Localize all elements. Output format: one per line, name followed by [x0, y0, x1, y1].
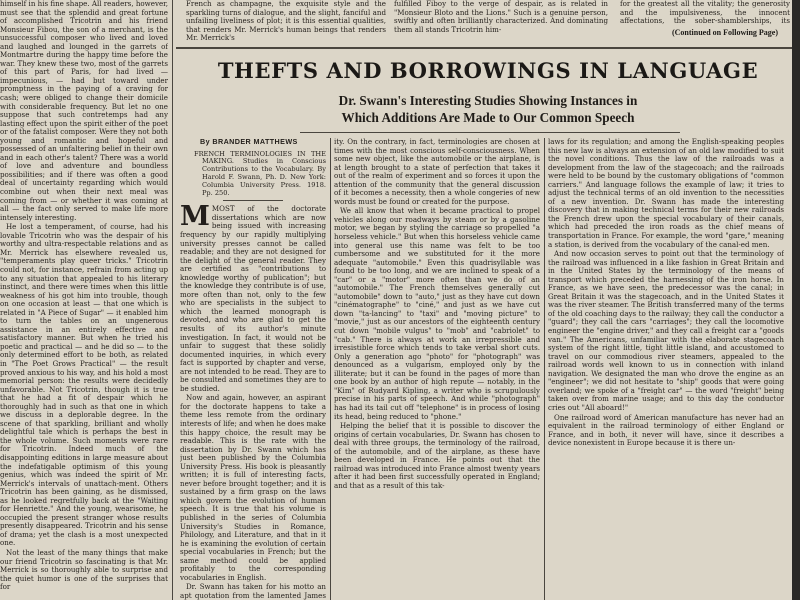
subhead-line: Which Additions Are Made to Our Common Speech [341, 110, 635, 125]
citation-rule [223, 200, 283, 201]
top-strip-article-c: for the greatest all the vitality; the generosity and the impulsiveness, the innocent affectations, the sober-shamblerships, its [620, 0, 790, 26]
column-divider [330, 138, 331, 600]
article-paragraph: Helping the belief that it is possible to discover the origins of certain vocabularies, Dr. Swann has chosen to deal with three groups, the terminology of the railroad, of the automobile, and of the airplane, as these have been developed in France. He points out that the railroad was introduced into France almost twenty years after it had been first successfully operated in England; and that as a result of this tak- [334, 421, 540, 490]
subheadline [176, 92, 800, 126]
headline: THEFTS AND BORROWINGS IN LANGUAGE [217, 58, 759, 83]
article-paragraph: ity. On the contrary, in fact, terminologies are chosen at times with the most conscious self-consciousness. When some new object, like the automobile or the airplane, is at length brought to a state of perfection that takes it out of the realm of experiment and so forces it upon the attention of the community that the general discussion of it becomes a necessity, then a whole congeries of new words must be found or created for the purpose. [334, 138, 540, 206]
top-strip-article-a: French as champagne, the exquisite style and the sparkling turns of dialogue, and the slight, fanciful and unfailing liveliness of plot; it is this essential qualities, that renders Mr. Merrick's human beings that renders Mr. Merrick's [186, 0, 386, 43]
article-paragraph: MMOST of the doctorate dissertations which are now being issued with increasing frequency by our rapidly multiplying university presses cannot be called readable; and they are not designed for the delight of the general reader. They are certified as "contributions to knowledge worthy of publication"; but the knowledge they contribute is of use, more often than not, only to the few who are specialists in the subject to which the learned monograph is devoted, and who are glad to get the results of its author's minute investigation. In fact, it would not be unfair to suggest that these solidly documented inquiries, in which every fact is supported by chapter and verse, are not intended to be read. They are to be consulted and sometimes they are to be studied. [180, 201, 326, 393]
column-divider [544, 138, 545, 600]
page-edge-shadow [792, 0, 800, 600]
continued-notice: (Continued on Following Page) [671, 28, 778, 37]
article-column-3 [548, 138, 784, 600]
left-paragraph: himself in his fine shape. All readers, however, must see that the splendid and great fortune of accomplished Tricotrin and his friend Monsieur Fibou, the son of a merchant, is the unsuccessful composer who lived and loved and laughed and lounged in the garrets of Montmartre during the happy time before the war. They knew these two, most of the garrets of this part of Paris, for had lived — impecunious, — had but toward under promptness in the paying of a craving for cash; were obliged to change their domicile with considerable frequency. But let no one suppose that such contretemps had any lasting effect upon the spirit either of the poet or of the fatalist composer. Were they not both young and romantic and hopeful and possessed of an unfaltering belief in their own and in each other's talent? There was a world of love and adventure and boundless possibilities; and if there was often a good deal of uncertainty regarding which would combine out when their next meal was coming from — or whether it was coming at all — the fact only served to make life more intensely interesting. [0, 0, 168, 222]
top-strip-article-b: fulfilled Fiboy to the verge of despair, as is related in "Monsieur Bloto and the Lions." Such is a genuine person, swiftly and often brilliantly characterized. And dominating them all stands Tricotrin him- [394, 0, 608, 34]
left-column [0, 0, 168, 600]
header-rule [176, 47, 800, 49]
byline: By BRANDER MATTHEWS [200, 138, 298, 146]
article-column-1 [180, 138, 326, 600]
left-paragraph: He lost a temperament, of course, had his lovable Tricotrin who was the despair of his worthy and ultra-respectable relations and as Mr. Merrick has elsewhere revealed us, "temperaments play queer tricks." Tricotrin could not, for instance, refrain from acting up to any situation that appealed to his literary instinct, and there were times when this little weakness of his got him into trouble, though on one occasion at least — that one which is related in "A Piece of Sugar" — it enabled him to turn the tables on an ungenerous assistance in an entirely effective and satisfactory manner. But when he tried his poetic and practical — and he did so — to the only determined effort to be both, as related in "The Poet Grows Practical" — the result proved anxious to his way, and his hold a most memorial person: the results were decidedly unfavorable. Not Tricotrin, though it is true that he had a fit of despair which he thoroughly had in such as that one in which we discuss in a deplorable degree. In the scene of that sparkling, brilliant and wholly delightful tale which is perhaps the best in the whole volume. Such moments were rare for Tricotrin. Indeed much of the disappointing editions in large measure about the indefatigable optimism of this young genius, which was indeed the spirit of Mr. Merrick's intervals of unattach-ment. Others Tricotrin has been gaining, as he dismissed, as he looked regretfully back at the "Waiting for Henriette." And the young, wearisome, he occupied the present stranger whose results presently disappeared. Tricotrin and his sense of drama; yet the clash is a most unexpected one. [0, 222, 168, 548]
drop-cap: M [180, 201, 210, 233]
article-paragraph: Dr. Swann has taken for his motto an apt quotation from the lamented James [180, 582, 326, 600]
left-paragraph: Not the least of the many things that make our friend Tricotrin so fascinating is that Mr. Merrick is so thoroughly able to surprise and the quiet humor is one of the surprises that for [0, 548, 168, 592]
article-paragraph: And now occasion serves to point out that the terminology of the railroad was influenced in a like fashion in Great Britain and in the United States by the terminology of the means of transport which preceded the harnessing of the iron horse. In France, as we have seen, the predecessor was the canal; in Great Britain it was the stagecoach, and in the United States it was the river steamer. The British transferred many of the terms of the old coaching days to the railway; they call the conductor a "guard"; they call the cars "carriages"; they call the locomotive engineer the "engine driver," and they call a freight car a "goods van." The Americans, unfamiliar with the elaborate stagecoach system of the right little, tight little island, and accustomed to travel on our commodious river steamers, appealed to the railroad words well known to us in connection with inland navigation. We designated the man who drove the engine as an "engineer"; we did not hesitate to "ship" goods that were going overland; we spoke of a "freight car" — the word "freight" being taken over from marine usage; and to this day the conductor cries out "All aboard!" [548, 249, 784, 412]
article-paragraph: laws for its regulation; and among the English-speaking peoples this new law is always an extension of an old law modified to suit the novel conditions. Thus the law of the railroads was a development from the law of the stagecoach; and the railroads were held to be bound by the customary obligations of "common carriers." And language follows the example of law; it tries to adjust the technical terms of an old invention to the necessities of a new invention. Dr. Swann has made the interesting discovery that in making technical terms for their new railroads the French drew upon the special vocabulary of their canals, which had preceded the iron roads as the chief means of transportation in France. For example, the word "gare," meaning a station, is derived from the vocabulary of the canal-ed men. [548, 138, 784, 249]
article-paragraph: Now and again, however, an aspirant for the doctorate happens to take a theme less remote from the ordinary interests of life; and when he does make this happy choice, the result may be readable. This is the rate with the dissertation by Dr. Swann which has just been published by the Columbia University Press. His book is pleasantly written; it is full of interesting facts, never before brought together; and it is sustained by a firm grasp on the laws which govern the evolution of human speech. It is true that his volume is published in the series of Columbia University's Studies in Romance, Philology, and Literature, and that in it he is examining the evolution of certain special vocabularies in French; but the same method could be applied profitably to the corresponding vocabularies in English. [180, 393, 326, 582]
article-paragraph: We all know that when it became practical to propel vehicles along our roadways by steam or by a gasoline motor, we began by styling the carriage so propelled "a horseless vehicle." But when this horseless vehicle came into general use this name was felt to be too cumbersome and we substituted for it the more adequate "automobile." Even this quadrisyllable was found to be too long, and we are inclined to speak of a "car" or a "motor" more often than we do of an "automobile." The French themselves generally cut "automobile" down to "auto," just as they have cut down "cinématographe" to "ciné," and just as we have cut down "ta-lancing" to "taxi" and "moving picture" to "movie," just as our ancestors of the eighteenth century cut down "mobile vulgus" to "mob" and "cabriolet" to "cab." There is always at work an irrepressible and irresistible force which tends to take verbal short cuts. Only a generation ago "photo" for "photograph" was denounced as a vulgarism, employed only by the illiterate; but it can be found in the pages of more than one book by an author of high repute — notably, in the "Kim" of Rudyard Kipling, a writer who is scrupulously precise in his parts of speech. And while "photograph" has had its tail cut off "telephone" is in process of losing its head, being reduced to "phone." [334, 206, 540, 421]
column-divider [172, 0, 173, 600]
subhead-rule [300, 132, 680, 133]
article-column-2 [334, 138, 540, 600]
book-citation: FRENCH TERMINOLOGIES IN THE MAKING. Studies in Conscious Contributions to the Vocabulary. By Harold F. Swann, Ph. D. New York: Columbia University Press. 1918. Pp. 250. [194, 149, 326, 197]
subhead-line: Dr. Swann's Interesting Studies Showing Instances in [338, 93, 638, 108]
article-paragraph: One railroad word of American manufacture has never had an equivalent in the railroad terminology of either England or France, and in both, it never will have, since it describes a device nonexistent in Europe because it is there un- [548, 412, 784, 448]
